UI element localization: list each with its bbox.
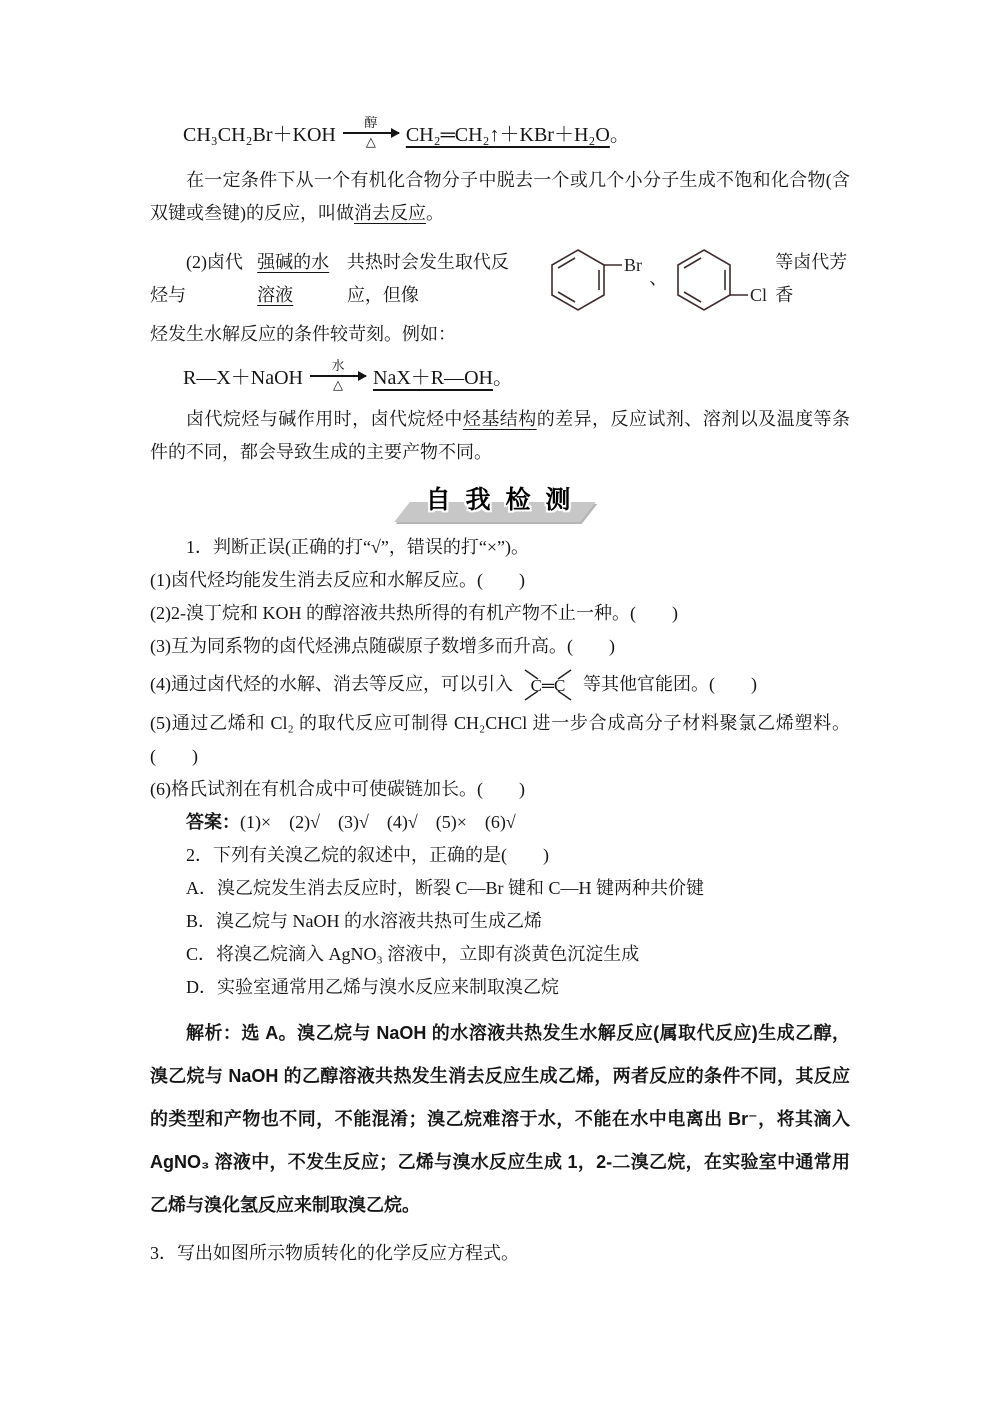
question2-option-b: B．溴乙烷与 NaOH 的水溶液共热可生成乙烯 (186, 910, 542, 931)
equation2-period: 。 (493, 367, 513, 390)
answer-label: 答案： (186, 811, 240, 832)
benzene-bromide-structure (545, 240, 645, 318)
question1-item3: (3)互为同系物的卤代烃沸点随碳原子数增多而升高。( ) (150, 635, 615, 656)
separator-comma: 、 (649, 268, 668, 289)
aromatic-halide-line (150, 240, 850, 318)
carbon-double-bond-structure (517, 663, 579, 707)
underlined-term-elimination: 消去反应 (354, 202, 426, 223)
equation1-period: 。 (609, 124, 630, 147)
paragraph-text: 等卤代芳香 (775, 251, 848, 305)
bromine-label: Br (624, 254, 643, 275)
underlined-term-hydrocarbyl: 烃基结构 (462, 408, 537, 429)
benzene-chloride-structure (671, 240, 771, 318)
analysis-label: 解析： (186, 1022, 242, 1043)
paragraph-text: (2)卤代烃与 (150, 251, 243, 305)
aromatic-halide-line2: 烃发生水解反应的条件较苛刻。例如： (150, 323, 456, 344)
question1-item4 (150, 663, 850, 707)
paragraph-elimination-definition (150, 164, 850, 230)
cc-double-bond-label: C═C (530, 675, 566, 695)
paragraph-text: 的差异，反应试剂、溶剂以及温度等条件的不同，都会导致生成的主要产物不同。 (150, 408, 851, 462)
self-test-banner (400, 481, 600, 525)
equation2-products: NaX＋R—OH (373, 367, 493, 390)
paragraph-text: 在一定条件下从一个有机化合物分子中脱去一个或几个小分子生成不饱和化合物(含双键或叁键)的反应，叫做 (150, 169, 850, 223)
paragraph-alkyl-halide (150, 403, 850, 469)
question1-item2: (2)2-溴丁烷和 KOH 的醇溶液共热所得的有机产物不止一种。( ) (150, 602, 678, 623)
analysis-text: 选 A。溴乙烷与 NaOH 的水溶液共热发生水解反应(属取代反应)生成乙醇，溴乙烷与 NaOH 的乙醇溶液共热发生消去反应生成乙烯，两者反应的条件不同，其反应的类型和产物也不同，不能混淆；溴乙烷难溶于水，不能在水中电离出 Br⁻，将其滴入 AgNO₃ 溶液中，不发生反应；乙烯与溴水反应生成 1，2-二溴乙烷，在实验室中通常用乙烯与溴化氢反应来制取溴乙烷。 (150, 1022, 851, 1215)
equation-ethylbromide-koh (183, 116, 850, 150)
right-arrow-icon (343, 132, 399, 134)
paragraph-text: 卤代烷烃与碱作用时，卤代烷烃中 (186, 408, 463, 429)
question1-answer (150, 806, 850, 839)
question3-title: 3．写出如图所示物质转化的化学反应方程式。 (150, 1242, 519, 1263)
self-test-title: 自 我 检 测 (425, 485, 575, 514)
answer-values: (1)× (2)√ (3)√ (4)√ (5)× (6)√ (240, 811, 516, 832)
question1-title: 1．判断正误(正确的打“√”，错误的打“×”)。 (186, 536, 529, 557)
equation-rx-naoh (183, 359, 850, 393)
paragraph-text: 共热时会发生取代反应，但像 (346, 251, 509, 305)
equation1-reactants: CH₃CH₂Br＋KOH (183, 124, 336, 147)
arrow-condition-bottom: △ (365, 133, 376, 149)
question2-analysis (150, 1012, 850, 1227)
question1-item5: (5)通过乙烯和 Cl₂ 的取代反应可制得 CH₂CHCl 进一步合成高分子材料聚氯乙烯塑料。( ) (150, 712, 850, 766)
reaction-arrow (310, 359, 366, 393)
equation2-reactants: R—X＋NaOH (183, 367, 303, 390)
question2-option-a: A．溴乙烷发生消去反应时，断裂 C—Br 键和 C—H 键两种共价键 (186, 877, 705, 898)
underlined-term-strong-base: 强碱的水溶液 (257, 251, 330, 305)
arrow-condition-bottom: △ (333, 376, 343, 392)
textbook-page (150, 0, 850, 1270)
equation1-products: CH₂═CH₂↑＋KBr＋H₂O (405, 124, 610, 147)
paragraph-text: 等其他官能团。( ) (583, 674, 757, 695)
arrow-condition-top: 水 (331, 357, 345, 373)
question2-option-c: C．将溴乙烷滴入 AgNO₃ 溶液中，立即有淡黄色沉淀生成 (186, 943, 640, 964)
question2-option-d: D．实验室通常用乙烯与溴水反应来制取溴乙烷 (186, 976, 559, 997)
right-arrow-icon (310, 375, 366, 377)
question1-item1: (1)卤代烃均能发生消去反应和水解反应。( ) (150, 569, 525, 590)
arrow-condition-top: 醇 (364, 115, 378, 130)
question2-title: 2．下列有关溴乙烷的叙述中，正确的是( ) (186, 844, 549, 865)
question1-item6: (6)格氏试剂在有机合成中可使碳链加长。( ) (150, 778, 525, 799)
chlorine-label: Cl (750, 284, 768, 305)
paragraph-text: (4)通过卤代烃的水解、消去等反应，可以引入 (150, 674, 513, 695)
paragraph-text: 。 (426, 202, 444, 223)
reaction-arrow (343, 116, 399, 150)
